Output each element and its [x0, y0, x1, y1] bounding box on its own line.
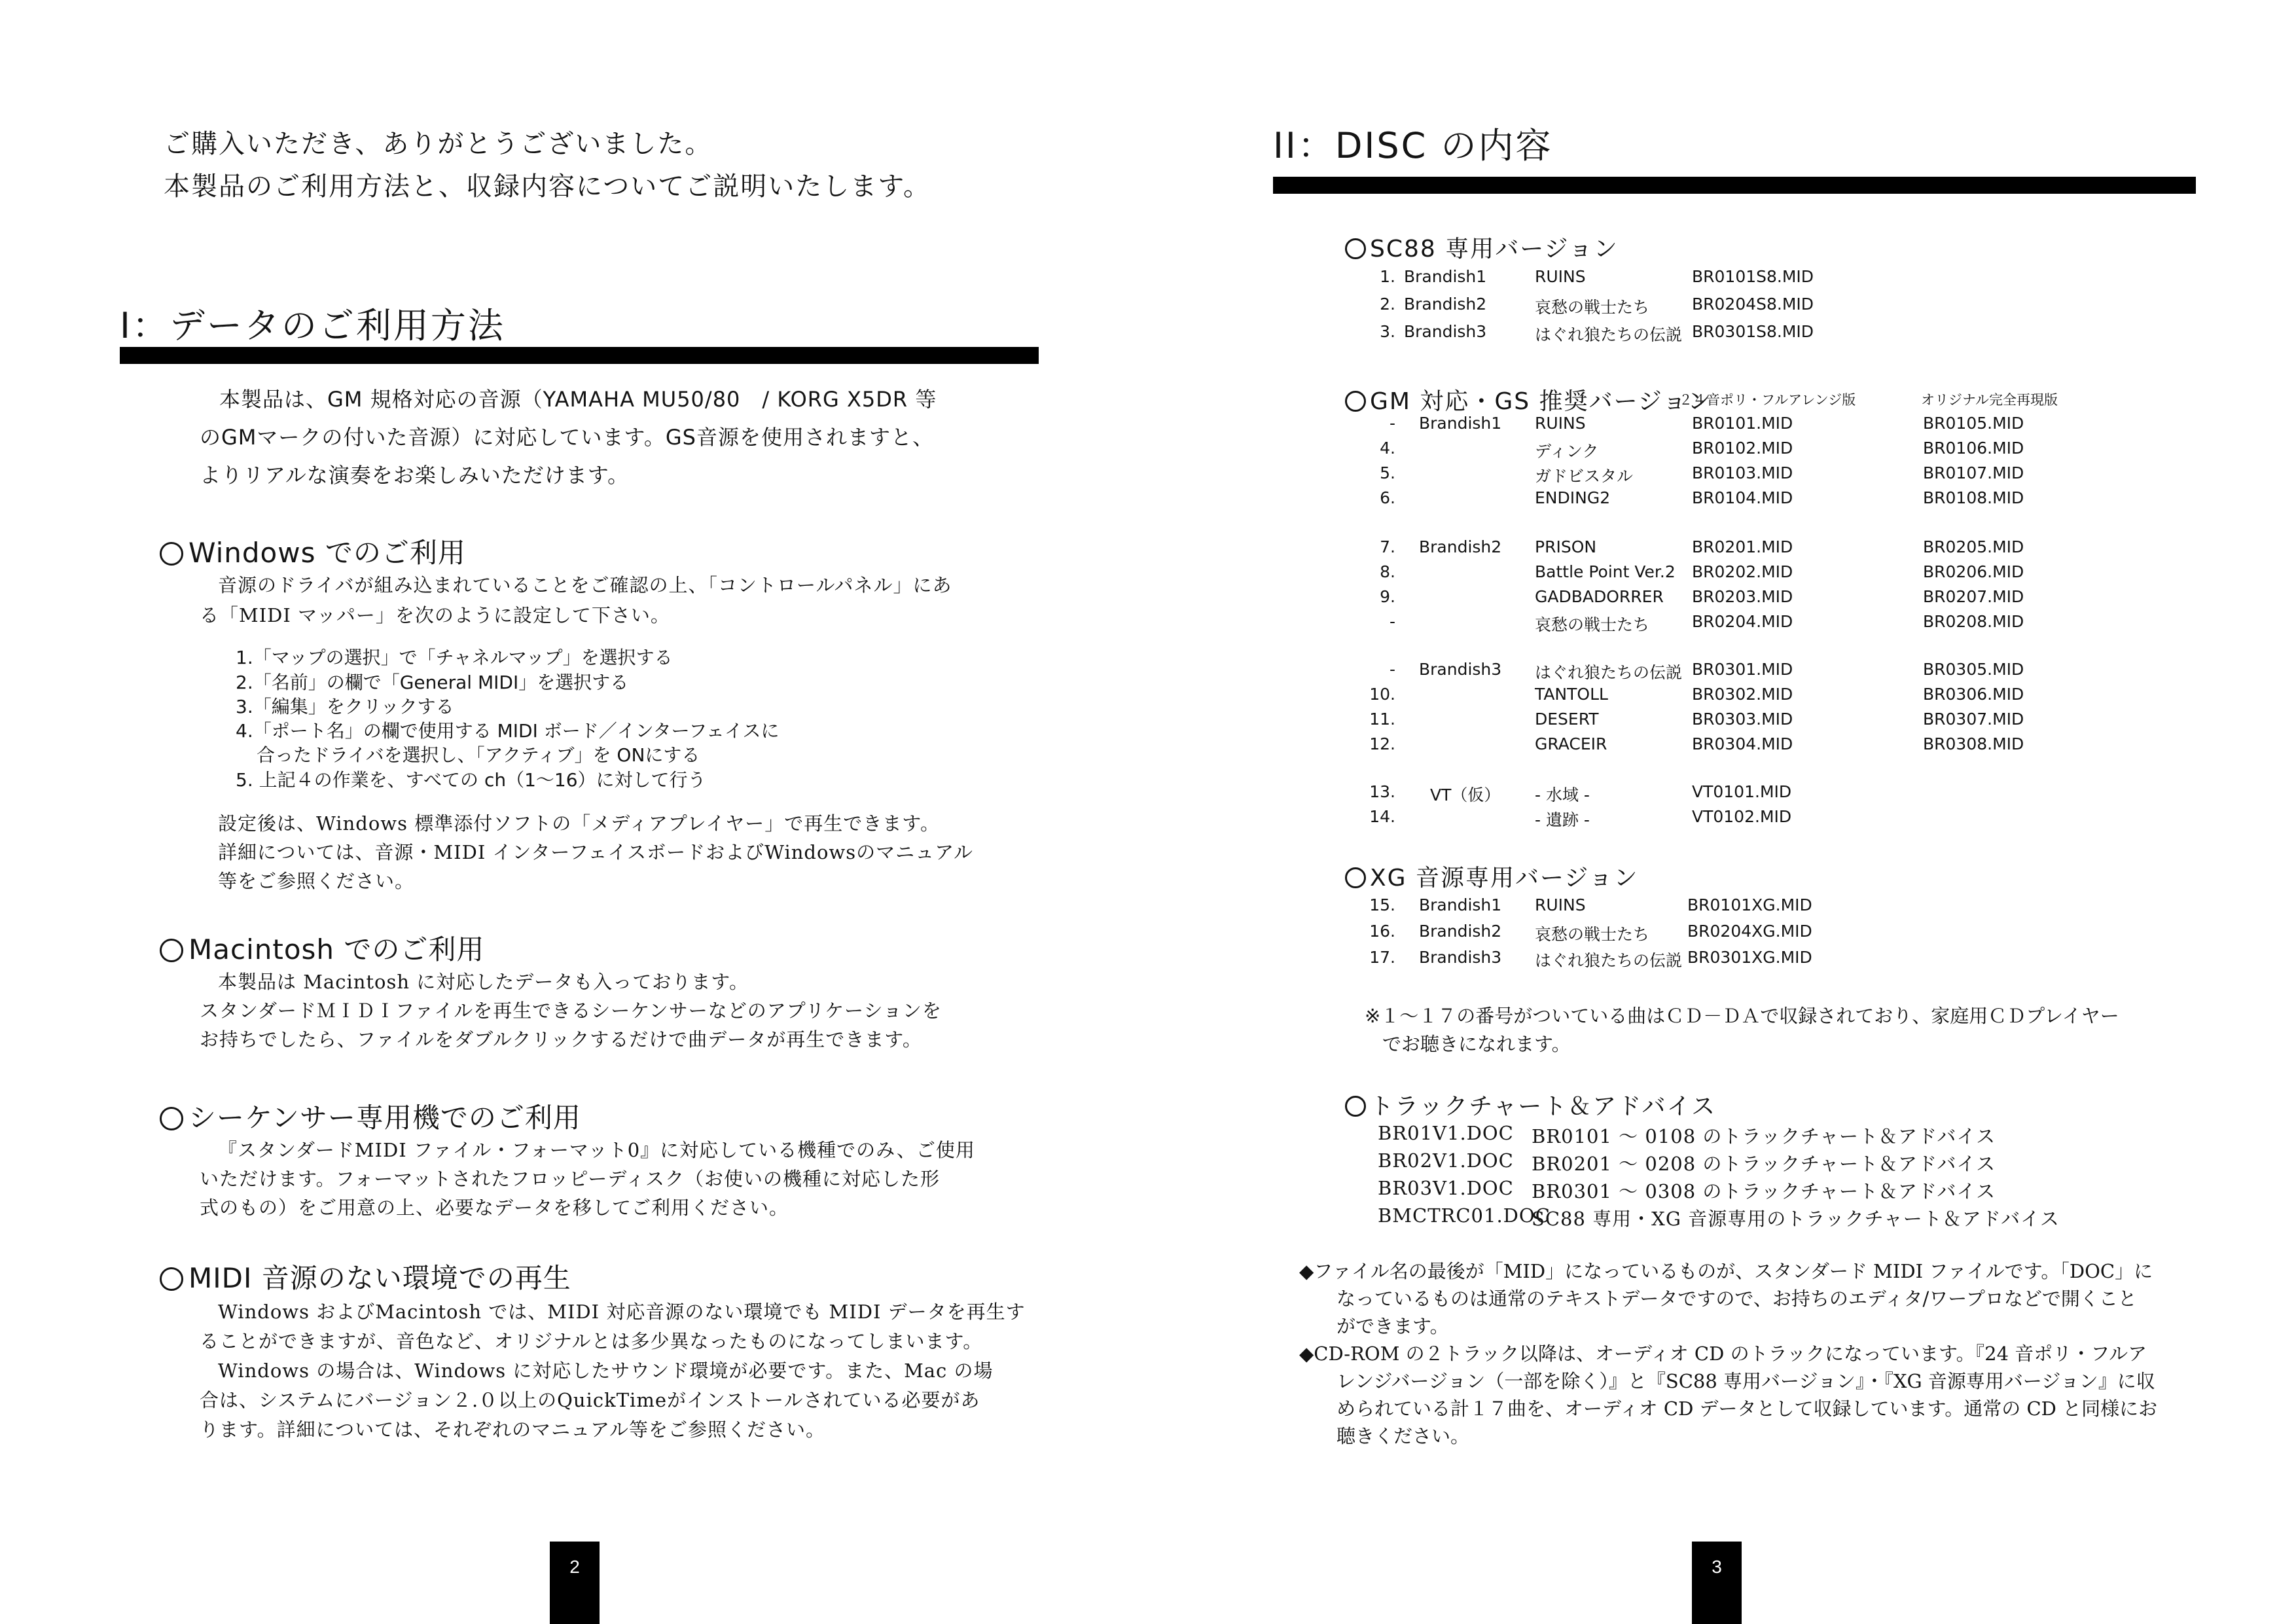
- track-number: -: [1389, 612, 1395, 631]
- track-number: 6.: [1380, 488, 1395, 507]
- gm-col-arrange: ２４音ポリ・フルアレンジ版: [1679, 392, 1856, 408]
- track-number: 16.: [1369, 922, 1395, 941]
- original-file-name: BR0107.MID: [1923, 463, 2024, 482]
- original-file-name: BR0206.MID: [1923, 562, 2024, 581]
- song-title: ENDING2: [1535, 488, 1611, 507]
- mac-heading-text: Macintosh でのご利用: [188, 933, 485, 965]
- song-title: Battle Point Ver.2: [1535, 562, 1676, 581]
- midi-file-name: BR0204S8.MID: [1692, 295, 1814, 314]
- album-name: Brandish3: [1419, 948, 1502, 967]
- track-number: 5.: [1380, 463, 1395, 482]
- circle-bullet-icon: [160, 939, 183, 962]
- album-name: VT（仮）: [1430, 785, 1501, 804]
- gm-heading: [1345, 383, 1712, 416]
- section-title-disc: II：DISC の内容: [1273, 125, 1553, 166]
- circle-bullet-icon: [1345, 391, 1366, 412]
- song-title: 哀愁の戦士たち: [1535, 925, 1650, 944]
- note-line: なっているものは通常のテキストデータですので、お持ちのエディタ/ワープロなどで開くこと: [1336, 1288, 2137, 1310]
- mac-line-1: 本製品は Macintosh に対応したデータも入っております。: [218, 971, 749, 993]
- song-title: はぐれ狼たちの伝説: [1535, 325, 1683, 344]
- midi-file-name: BR0204XG.MID: [1687, 922, 1812, 941]
- track-number: 2.: [1380, 295, 1395, 314]
- sequencer-line-2: いただけます。フォーマットされたフロッピーディスク（お使いの機種に対応した形: [200, 1168, 941, 1190]
- windows-step-2: 2.「名前」の欄で「General MIDI」を選択する: [236, 672, 629, 693]
- song-title: 哀愁の戦士たち: [1535, 298, 1650, 317]
- doc-file-name: BMCTRC01.DOC: [1378, 1204, 1551, 1227]
- doc-description: SC88 専用・XG 音源専用のトラックチャート＆アドバイス: [1532, 1208, 2060, 1230]
- track-number: 10.: [1369, 685, 1395, 704]
- summary-line-2: のGMマークの付いた音源）に対応しています。GS音源を使用されますと、: [200, 425, 934, 450]
- windows-lead-2: る「MIDI マッパー」を次のように設定して下さい。: [200, 604, 670, 626]
- track-number: 4.: [1380, 439, 1395, 458]
- midi-file-name: BR0301S8.MID: [1692, 322, 1814, 341]
- nomidi-line-4: 合は、システムにバージョン２.０以上のQuickTimeがインストールされている必要があ: [200, 1389, 980, 1411]
- track-number: 15.: [1369, 895, 1395, 914]
- intro-line-2: 本製品のご利用方法と、収録内容についてご説明いたします。: [164, 171, 931, 202]
- midi-file-name: BR0304.MID: [1692, 734, 1793, 753]
- album-name: Brandish2: [1404, 295, 1487, 314]
- page-number-left: 2: [550, 1542, 600, 1624]
- track-number: -: [1389, 414, 1395, 433]
- gm-heading-text: GM 対応・GS 推奨バージョン: [1370, 388, 1713, 415]
- track-number: 12.: [1369, 734, 1395, 753]
- midi-file-name: BR0204.MID: [1692, 612, 1793, 631]
- song-title: DESERT: [1535, 710, 1599, 729]
- album-name: Brandish1: [1419, 414, 1502, 433]
- xg-heading: [1345, 859, 1639, 893]
- gm-col-original: オリジナル完全再現版: [1921, 392, 2058, 408]
- nomidi-heading: [160, 1257, 571, 1296]
- original-file-name: BR0205.MID: [1923, 537, 2024, 556]
- album-name: Brandish2: [1419, 537, 1502, 556]
- original-file-name: BR0307.MID: [1923, 710, 2024, 729]
- mac-line-2: スタンダードＭＩＤＩファイルを再生できるシーケンサーなどのアプリケーションを: [200, 1000, 942, 1022]
- sc88-heading-text: SC88 専用バージョン: [1370, 236, 1619, 262]
- doc-file-name: BR01V1.DOC: [1378, 1122, 1514, 1144]
- doc-file-name: BR02V1.DOC: [1378, 1149, 1514, 1172]
- note-line: められている計１７曲を、オーディオ CD データとして収録しています。通常の CD と同様にお: [1336, 1398, 2158, 1420]
- doc-description: BR0301 〜 0308 のトラックチャート＆アドバイス: [1532, 1180, 1996, 1202]
- midi-file-name: BR0101.MID: [1692, 414, 1793, 433]
- note-line: 聴きください。: [1336, 1425, 1470, 1447]
- album-name: Brandish3: [1419, 660, 1502, 679]
- summary-line-3: よりリアルな演奏をお楽しみいただけます。: [200, 463, 630, 488]
- album-name: Brandish2: [1419, 922, 1502, 941]
- note-line: ◆CD-ROM の２トラック以降は、オーディオ CD のトラックになっています。『24 音ポリ・フルア: [1299, 1343, 2147, 1365]
- song-title: ガドビスタル: [1535, 467, 1634, 486]
- song-title: GADBADORRER: [1535, 587, 1664, 606]
- midi-file-name: BR0301XG.MID: [1687, 948, 1812, 967]
- nomidi-heading-text: MIDI 音源のない環境での再生: [188, 1262, 571, 1294]
- doc-description: BR0201 〜 0208 のトラックチャート＆アドバイス: [1532, 1153, 1996, 1175]
- song-title: GRACEIR: [1535, 734, 1607, 753]
- cd-note-line-1: ※１～１７の番号がついている曲はＣＤ－ＤＡで収録されており、家庭用ＣＤプレイヤー: [1365, 1005, 2119, 1027]
- song-title: - 遺跡 -: [1535, 810, 1590, 829]
- nomidi-line-3: Windows の場合は、Windows に対応したサウンド環境が必要です。また、Mac の場: [218, 1360, 994, 1382]
- intro-line-1: ご購入いただき、ありがとうございました。: [164, 129, 713, 159]
- midi-file-name: BR0103.MID: [1692, 463, 1793, 482]
- midi-file-name: BR0303.MID: [1692, 710, 1793, 729]
- midi-file-name: BR0203.MID: [1692, 587, 1793, 606]
- original-file-name: BR0308.MID: [1923, 734, 2024, 753]
- mac-line-3: お持ちでしたら、ファイルをダブルクリックするだけで曲データが再生できます。: [200, 1028, 922, 1051]
- circle-bullet-icon: [1345, 1096, 1366, 1117]
- windows-after-2: 詳細については、音源・MIDI インターフェイスボードおよびWindowsのマニュアル: [218, 841, 973, 863]
- original-file-name: BR0208.MID: [1923, 612, 2024, 631]
- note-line: レンジバージョン（一部を除く）』と『SC88 専用バージョン』・『XG 音源専用バージョン』に収: [1336, 1370, 2155, 1392]
- midi-file-name: BR0201.MID: [1692, 537, 1793, 556]
- original-file-name: BR0105.MID: [1923, 414, 2024, 433]
- original-file-name: BR0106.MID: [1923, 439, 2024, 458]
- track-number: 8.: [1380, 562, 1395, 581]
- track-number: 11.: [1369, 710, 1395, 729]
- track-number: -: [1389, 660, 1395, 679]
- track-number: 17.: [1369, 948, 1395, 967]
- midi-file-name: BR0301.MID: [1692, 660, 1793, 679]
- song-title: TANTOLL: [1535, 685, 1608, 704]
- track-number: 9.: [1380, 587, 1395, 606]
- midi-file-name: BR0202.MID: [1692, 562, 1793, 581]
- midi-file-name: VT0102.MID: [1692, 807, 1792, 826]
- track-number: 13.: [1369, 782, 1395, 801]
- song-title: 哀愁の戦士たち: [1535, 615, 1650, 634]
- windows-after-1: 設定後は、Windows 標準添付ソフトの「メディアプレイヤー」で再生できます。: [218, 812, 940, 835]
- nomidi-line-2: ることができますが、音色など、オリジナルとは多少異なったものになってしまいます。: [200, 1330, 983, 1352]
- section-rule-right: [1273, 177, 2196, 194]
- original-file-name: BR0305.MID: [1923, 660, 2024, 679]
- sequencer-line-3: 式のもの）をご用意の上、必要なデータを移してご利用ください。: [200, 1197, 789, 1219]
- circle-bullet-icon: [1345, 238, 1366, 259]
- note-line: ◆ファイル名の最後が「MID」になっているものが、スタンダード MIDI ファイルです。「DOC」に: [1299, 1260, 2153, 1282]
- song-title: RUINS: [1535, 414, 1586, 433]
- sequencer-heading-text: シーケンサー専用機でのご利用: [188, 1102, 581, 1134]
- song-title: RUINS: [1535, 895, 1586, 914]
- midi-file-name: BR0101XG.MID: [1687, 895, 1812, 914]
- song-title: はぐれ狼たちの伝説: [1535, 951, 1683, 970]
- song-title: RUINS: [1535, 267, 1586, 286]
- midi-file-name: BR0302.MID: [1692, 685, 1793, 704]
- circle-bullet-icon: [160, 1267, 183, 1291]
- xg-heading-text: XG 音源専用バージョン: [1370, 865, 1639, 892]
- section-rule-left: [120, 347, 1039, 364]
- windows-step-4-cont: 合ったドライバを選択し、「アクティブ」を ONにする: [257, 744, 700, 766]
- original-file-name: BR0207.MID: [1923, 587, 2024, 606]
- album-name: Brandish1: [1419, 895, 1502, 914]
- page-number-right: 3: [1692, 1542, 1742, 1624]
- sc88-heading: [1345, 230, 1619, 264]
- windows-step-5: 5. 上記４の作業を、すべての ch（1〜16）に対して行う: [236, 769, 706, 791]
- circle-bullet-icon: [160, 1107, 183, 1130]
- track-number: 1.: [1380, 267, 1395, 286]
- circle-bullet-icon: [1345, 867, 1366, 888]
- nomidi-line-5: ります。詳細については、それぞれのマニュアル等をご参照ください。: [200, 1418, 825, 1441]
- note-line: ができます。: [1336, 1315, 1449, 1337]
- summary-line-1: 本製品は、GM 規格対応の音源（YAMAHA MU50/80 / KORG X5DR 等: [219, 387, 937, 412]
- track-number: 14.: [1369, 807, 1395, 826]
- song-title: ディンク: [1535, 442, 1599, 461]
- windows-heading-text: Windows でのご利用: [188, 537, 466, 569]
- album-name: Brandish3: [1404, 322, 1487, 341]
- mac-heading: [160, 928, 484, 967]
- nomidi-line-1: Windows およびMacintosh では、MIDI 対応音源のない環境でも MIDI データを再生す: [218, 1301, 1026, 1323]
- sequencer-heading: [160, 1096, 581, 1136]
- windows-after-3: 等をご参照ください。: [218, 870, 415, 892]
- midi-file-name: BR0104.MID: [1692, 488, 1793, 507]
- midi-file-name: BR0102.MID: [1692, 439, 1793, 458]
- original-file-name: BR0306.MID: [1923, 685, 2024, 704]
- album-name: Brandish1: [1404, 267, 1487, 286]
- windows-step-4: 4.「ポート名」の欄で使用する MIDI ボード／インターフェイスに: [236, 720, 780, 742]
- original-file-name: BR0108.MID: [1923, 488, 2024, 507]
- track-number: 3.: [1380, 322, 1395, 341]
- windows-step-1: 1.「マップの選択」で「チャネルマップ」を選択する: [236, 647, 673, 668]
- windows-heading: [160, 532, 466, 571]
- circle-bullet-icon: [160, 542, 183, 566]
- midi-file-name: VT0101.MID: [1692, 782, 1792, 801]
- midi-file-name: BR0101S8.MID: [1692, 267, 1814, 286]
- windows-step-3: 3.「編集」をクリックする: [236, 696, 454, 717]
- windows-lead-1: 音源のドライバが組み込まれていることをご確認の上、「コントロールパネル」にあ: [218, 574, 952, 596]
- section-title-usage: I：データのご利用方法: [120, 305, 505, 346]
- track-chart-heading: [1345, 1088, 1716, 1121]
- song-title: PRISON: [1535, 537, 1597, 556]
- song-title: - 水域 -: [1535, 785, 1590, 804]
- doc-description: BR0101 〜 0108 のトラックチャート＆アドバイス: [1532, 1125, 1996, 1147]
- song-title: はぐれ狼たちの伝説: [1535, 663, 1683, 682]
- cd-note-line-2: でお聴きになれます。: [1382, 1033, 1571, 1055]
- doc-file-name: BR03V1.DOC: [1378, 1177, 1514, 1199]
- sequencer-line-1: 『スタンダードMIDI ファイル・フォーマット0』に対応している機種でのみ、ご使用: [218, 1139, 975, 1161]
- track-number: 7.: [1380, 537, 1395, 556]
- track-chart-heading-text: トラックチャート＆アドバイス: [1370, 1093, 1717, 1120]
